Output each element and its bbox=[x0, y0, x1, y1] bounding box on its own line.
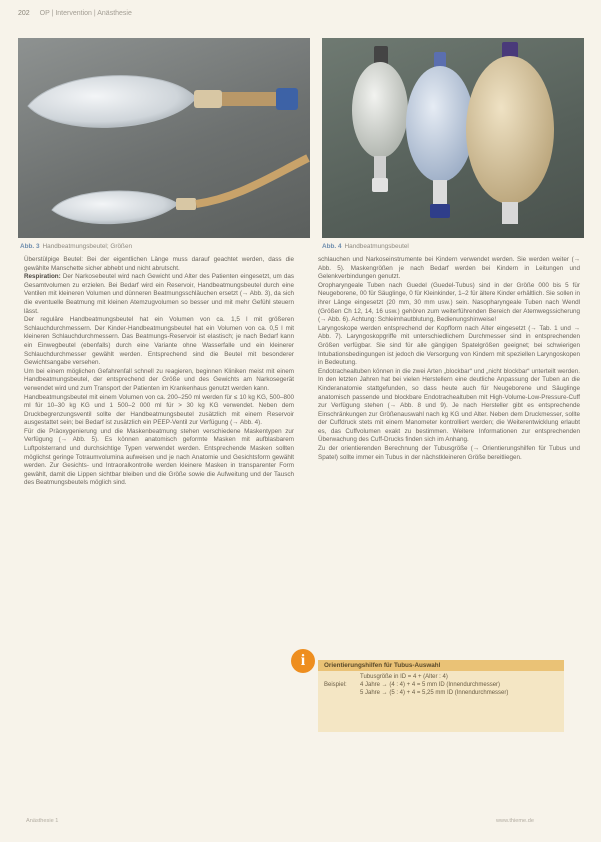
info-icon: i bbox=[291, 649, 315, 673]
running-header bbox=[18, 10, 132, 17]
paragraph: Für die Präoxygenierung und die Maskenbeatmung stehen verschiedene Maskentypen zur Verfügung (→ Abb. 5). Es können anatomisch geformte Masken mit aufblasbarem Luftpolsterrand und durchsichtige Typen verwendet werden. Entsprechende Masken sollten möglichst geringe Totraumvolumina aufweisen und je nach Anatomie und Gesichtsform gewählt werden. Zur Gesichts- und Intraoralkontrolle werden kleinere Masken in transparenter Form gewählt, damit die Lippen sichtbar bleiben und die Größe sowie die Aufweitung und der Tausch des Beatmungsbeutels möglich sind. bbox=[24, 427, 294, 487]
info-row-text: 5 Jahre → (5 : 4) + 4 = 5,25 mm ID (Innendurchmesser) bbox=[360, 690, 509, 697]
page-number: 202 bbox=[18, 10, 30, 17]
figure-caption-abb-4 bbox=[322, 243, 409, 250]
info-row bbox=[324, 673, 558, 681]
info-row-label: Beispiel: bbox=[324, 682, 347, 689]
paragraph: Endotrachealtuben können in die zwei Arten „blockbar“ und „nicht blockbar“ unterteilt werden. In den letzten Jahren hat bei vielen Herstellern eine deutliche Anpassung der Tuben an die Kinderanatomie stattgefunden, so dass heute auch für Neugeborene und Säuglinge anatomisch passende und blockbare Endotrachealtuben mit High-Volume-Low-Pressure-Cuff zur Verfügung stehen (→ Abb. 8 und 9). Je nach Hersteller gibt es entsprechende Einschränkungen zur Größenauswahl nach kg KG und Alter. Neben dem Druckmesser, sollte der Cuffdruck stets mit einem Manometer kontrolliert werden; die Weiterentwicklung erlaubt es, das Cuffvolumen exakt zu bestimmen. Weitere Informationen zur entsprechenden Überwachung des Cuff-Drucks finden sich im Anhang. bbox=[318, 367, 580, 444]
info-box bbox=[318, 660, 564, 732]
paragraph: Um bei einem möglichen Gefahrenfall schnell zu reagieren, beginnen Kliniken meist mit einem Handbeatmungsbeutel, der entsprechend der Größe und des Gewichts am Narkosegerät verwendet wird und zum Transport der Patienten im Krankenhaus genutzt werden kann. bbox=[24, 367, 294, 392]
figure-label: Abb. 3 bbox=[20, 243, 40, 250]
paragraph: schlauchen und Narkoseinstrumente bei Kindern verwendet werden. Sie werden weiter (→ Abb. 5). Maskengrößen je nach Bedarf werden bei Kindern in Leitungen und Gelenkverbindungen genutzt. bbox=[318, 256, 580, 281]
info-row bbox=[324, 689, 558, 697]
info-row bbox=[324, 681, 558, 689]
figure-caption-abb-3 bbox=[20, 243, 132, 250]
paragraph: Oropharyngeale Tuben nach Guedel (Guedel-Tubus) sind in der Größe 000 bis 5 für Neugeborene, 00 für Säuglinge, 0 für Kleinkinder, 1–2 für ältere Kinder erhältlich. Sie sollen in ihrer Länge eingesetzt (20 mm, 30 mm usw.) sein. Nasopharyngeale Tuben nach Wendl (Größen Ch 12, 14, 16 usw.) gehören zum weiterführenden Bereich der Atemwegssicherung (→ Abb. 6). Achtung: Schleimhautblutung, Bedienungshinweise! bbox=[318, 281, 580, 324]
info-row-label bbox=[324, 689, 360, 697]
run-in-heading: Respiration: bbox=[24, 273, 61, 281]
footer-right: www.thieme.de bbox=[496, 818, 534, 824]
paragraph: Der reguläre Handbeatmungsbeutel hat ein Volumen von ca. 1,5 l mit größeren Schlauchdurchmessern. Der Kinder-Handbeatmungsbeutel hat ein Volumen von ca. 0,5 l mit kleineren Schlauchdurchmessern. Das Beatmungs-Reservoir ist elastisch; je nach Bedarf kann ein Einwegbeutel (ebenfalls) durch eine Variante ohne Wasserfalle und ein kleinerer Schlauchdurchmesser gewählt werden. Entsprechend sind die Beutel mit besonderer Gewichtsangabe versehen. bbox=[24, 316, 294, 367]
info-row-text: 4 Jahre → (4 : 4) + 4 = 5 mm ID (Innendurchmesser) bbox=[360, 682, 501, 689]
paragraph: Handbeatmungsbeutel mit einem Volumen von ca. 200–250 ml werden für ≤ 10 kg KG, 500–800 ml für 10–30 kg KG und 1 500–2 000 ml für > 30 kg KG verwendet. Neben dem Druckbegrenzungsventil sollte der Handbeatmungsbeutel zusätzlich mit einem Reservoir ausgestattet sein; bei Bedarf ist zusätzlich ein PEEP-Ventil zur Verfügung (→ Abb. 4). bbox=[24, 393, 294, 427]
paragraph: Laryngoskope werden entsprechend der Kopfform nach Alter eingesetzt (→ Tab. 1 und → Abb. 7). Laryngoskopgriffe mit unterschiedlichem Durchmesser sind in entsprechenden Größen verfügbar. Sie sind für alle gängigen Spatelgrößen geeignet; bei schwierigen Intubationsbedingungen ist jedoch die Versorgung von Kindern mit speziellen Laryngoskopen in Bedeutung. bbox=[318, 324, 580, 367]
paragraph-text: Der Narkosebeutel wird nach Gewicht und Alter des Patienten eingesetzt, um das Gesamtvolumen zu erzielen. Bei Bedarf wird ein Reservoir, Handbeatmungsbeutel durch eine Ventilen mit kleineren Volumen und dünneren Beatmungsschläuchen ersetzt (→ Abb. 3), da sich die eventuelle Beatmung mit kleinen Atemzugvolumen so besser und mit mehr Gefühl steuern lässt. bbox=[24, 273, 295, 315]
info-box-title: Orientierungshilfen für Tubus-Auswahl bbox=[318, 660, 564, 671]
info-box-body bbox=[318, 671, 564, 700]
info-row-label bbox=[324, 673, 360, 681]
figure-caption-text: Handbeatmungsbeutel bbox=[344, 243, 409, 250]
paragraph: Zu der orientierenden Berechnung der Tubusgröße (→ Orientierungshilfen für Tubus und Spatel) sollte immer ein Tubus in der nächstkleineren Größe bereitliegen. bbox=[318, 445, 580, 461]
text-column-right bbox=[318, 256, 580, 462]
figure-photo-handbeatmungsbeutel bbox=[322, 38, 584, 238]
paragraph: Überstülpige Beutel: Bei der eigentlichen Länge muss darauf geachtet werden, dass die gewählte Manschette sicher abhebt und nicht abrutscht. bbox=[24, 256, 294, 272]
info-row-text: Tubusgröße in ID = 4 + (Alter : 4) bbox=[360, 674, 448, 680]
bag-illustration-left bbox=[18, 38, 310, 238]
figure-photo-handbeatmungsbeutel-sizes bbox=[18, 38, 310, 238]
footer-left: Anästhesie 1 bbox=[26, 818, 59, 824]
bag-illustration-right bbox=[322, 38, 584, 238]
running-title: OP | Intervention | Anästhesie bbox=[39, 10, 132, 17]
text-column-left bbox=[24, 256, 294, 488]
figure-caption-text: Handbeatmungsbeutel; Größen bbox=[42, 243, 133, 250]
paragraph bbox=[24, 273, 294, 316]
figure-label: Abb. 4 bbox=[322, 243, 342, 250]
